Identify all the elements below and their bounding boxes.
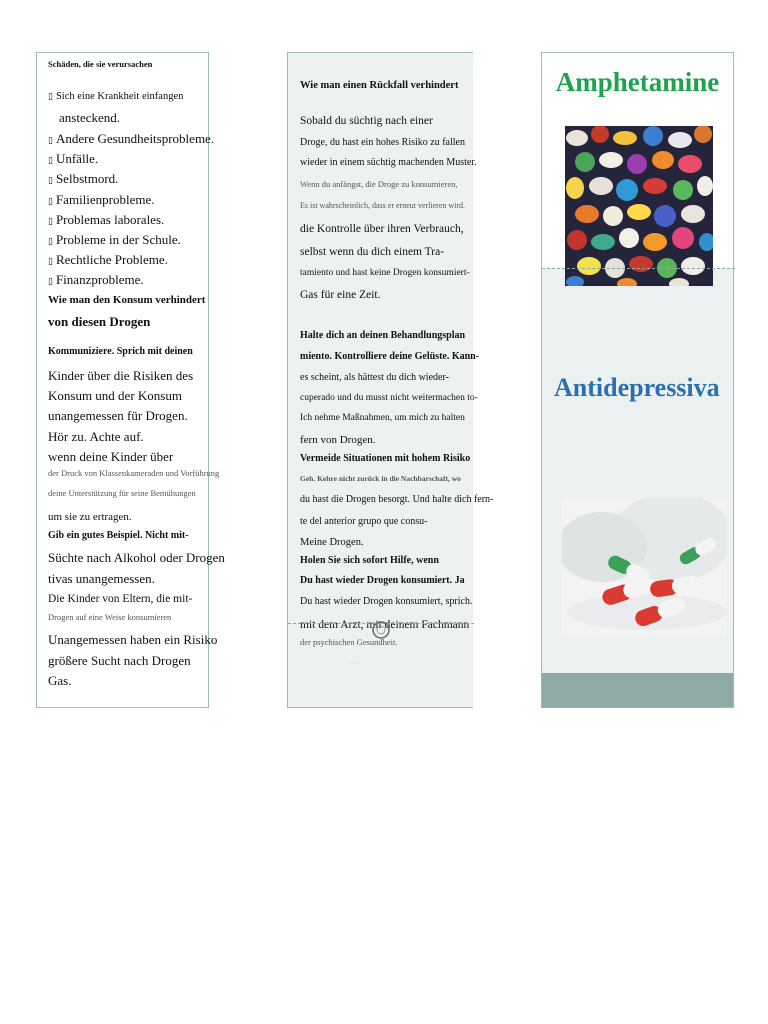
amphetamine-title: Amphetamine [555, 67, 720, 97]
rotate-handle-icon[interactable] [370, 619, 392, 641]
body-text: Süchte nach Alkohol oder Drogen [48, 550, 225, 565]
pills-image [565, 126, 713, 286]
panel-right [541, 52, 734, 708]
body-text: te del anterior grupo que consu- [300, 516, 428, 527]
communicate-line: Kommuniziere. Sprich mit deinen [48, 346, 193, 357]
body-text: Ich nehme Maßnahmen, um mich zu halten [300, 413, 465, 423]
body-text: Droge, du hast ein hohes Risiko zu fallen [300, 137, 465, 148]
list-item: ▯ Finanzprobleme. [48, 272, 144, 287]
body-text: Unangemessen haben ein Risiko [48, 632, 218, 647]
body-text: es scheint, als hättest du dich wieder- [300, 372, 449, 383]
damage-heading: Schäden, die sie verursachen [48, 59, 153, 69]
prevent-heading-line2: von diesen Drogen [48, 314, 151, 329]
body-text-small: der psychischen Gesundheit. [300, 637, 398, 647]
body-text: mit dem Arzt, mit deinem Fachmann [300, 619, 470, 631]
body-text: cuperado und du musst nicht weitermachen to- [300, 393, 478, 403]
bullet-box-icon: ▯ [48, 176, 53, 186]
section-heading: Du hast wieder Drogen konsumiert. Ja [300, 575, 465, 586]
bullet-box-icon: ▯ [48, 197, 53, 207]
body-text: die Kontrolle über ihren Verbrauch, [300, 223, 464, 235]
body-text-small: Es ist wahrscheinlich, dass er erneut verlieren wird. [300, 201, 466, 210]
body-text: Gas für eine Zeit. [300, 289, 381, 301]
fold-guide-line [542, 268, 735, 269]
body-text: wieder in einem süchtig machenden Muster. [300, 157, 477, 168]
body-text: du hast die Drogen besorgt. Und halte dich fern- [300, 494, 494, 505]
section-heading: Holen Sie sich sofort Hilfe, wenn [300, 555, 439, 566]
list-item: ansteckend. [59, 110, 121, 125]
body-text: Meine Drogen. [300, 537, 364, 548]
list-item: ▯ Andere Gesundheitsprobleme. [48, 131, 215, 146]
body-text: um sie zu ertragen. [48, 511, 132, 523]
body-text-small: der Druck von Klassenkameraden und Vorführung [48, 468, 220, 478]
body-text: Hör zu. Achte auf. [48, 429, 144, 444]
prevent-heading-line1: Wie man den Konsum verhindert [48, 294, 206, 306]
body-text: tamiento und hast keine Drogen konsumiert- [300, 268, 470, 278]
bullet-box-icon: ▯ [48, 92, 53, 102]
panel-middle [287, 52, 494, 708]
list-item: ▯ Problemas laborales. [48, 212, 165, 227]
body-text-small: Drogen auf eine Weise konsumieren [48, 612, 172, 622]
body-text: Konsum und der Konsum [48, 388, 182, 403]
body-text-small: Wenn du anfängst, die Droge zu konsumieren, [300, 179, 458, 189]
body-text: fern von Drogen. [300, 434, 376, 446]
bullet-box-icon: ▯ [48, 257, 53, 267]
section-heading: Halte dich an deinen Behandlungsplan [300, 330, 466, 341]
list-item: ▯ Unfälle. [48, 151, 99, 166]
example-line: Gib ein gutes Beispiel. Nicht mit- [48, 530, 189, 541]
bullet-box-icon: ▯ [48, 217, 53, 227]
body-text: tivas unangemessen. [48, 571, 155, 586]
body-text: unangemessen für Drogen. [48, 408, 188, 423]
section-heading: Vermeide Situationen mit hohem Risiko [300, 453, 471, 464]
panel-left [36, 52, 225, 708]
list-item: ▯ Sich eine Krankheit einfangen [48, 91, 184, 102]
body-text: Sobald du süchtig nach einer [300, 115, 433, 127]
list-item: ▯ Familienprobleme. [48, 192, 155, 207]
body-text: Du hast wieder Drogen konsumiert, sprich. [300, 596, 473, 607]
bullet-box-icon: ▯ [48, 277, 53, 287]
footnote: · · · [350, 661, 359, 667]
body-text-small: Geh. Kehre nicht zurück in die Nachbarschaft, wo [300, 474, 461, 483]
body-text: größere Sucht nach Drogen [48, 653, 191, 668]
bullet-box-icon: ▯ [48, 136, 53, 146]
capsules-image [562, 497, 727, 636]
body-text: Gas. [48, 673, 72, 688]
list-item: ▯ Rechtliche Probleme. [48, 252, 168, 267]
section-heading: miento. Kontrolliere deine Gelüste. Kann- [300, 351, 480, 362]
antidepressiva-title: Antidepressiva [554, 373, 720, 402]
footer-bar [542, 673, 733, 707]
relapse-heading: Wie man einen Rückfall verhindert [300, 80, 459, 91]
body-text-small: deine Unterstützung für seine Bemühungen [48, 488, 196, 498]
body-text: wenn deine Kinder über [48, 449, 174, 464]
body-text: Die Kinder von Eltern, die mit- [48, 593, 193, 605]
list-item: ▯ Probleme in der Schule. [48, 232, 181, 247]
list-item: ▯ Selbstmord. [48, 171, 119, 186]
bullet-box-icon: ▯ [48, 237, 53, 247]
body-text: selbst wenn du dich einem Tra- [300, 246, 445, 258]
bullet-box-icon: ▯ [48, 156, 53, 166]
body-text: Kinder über die Risiken des [48, 368, 194, 383]
